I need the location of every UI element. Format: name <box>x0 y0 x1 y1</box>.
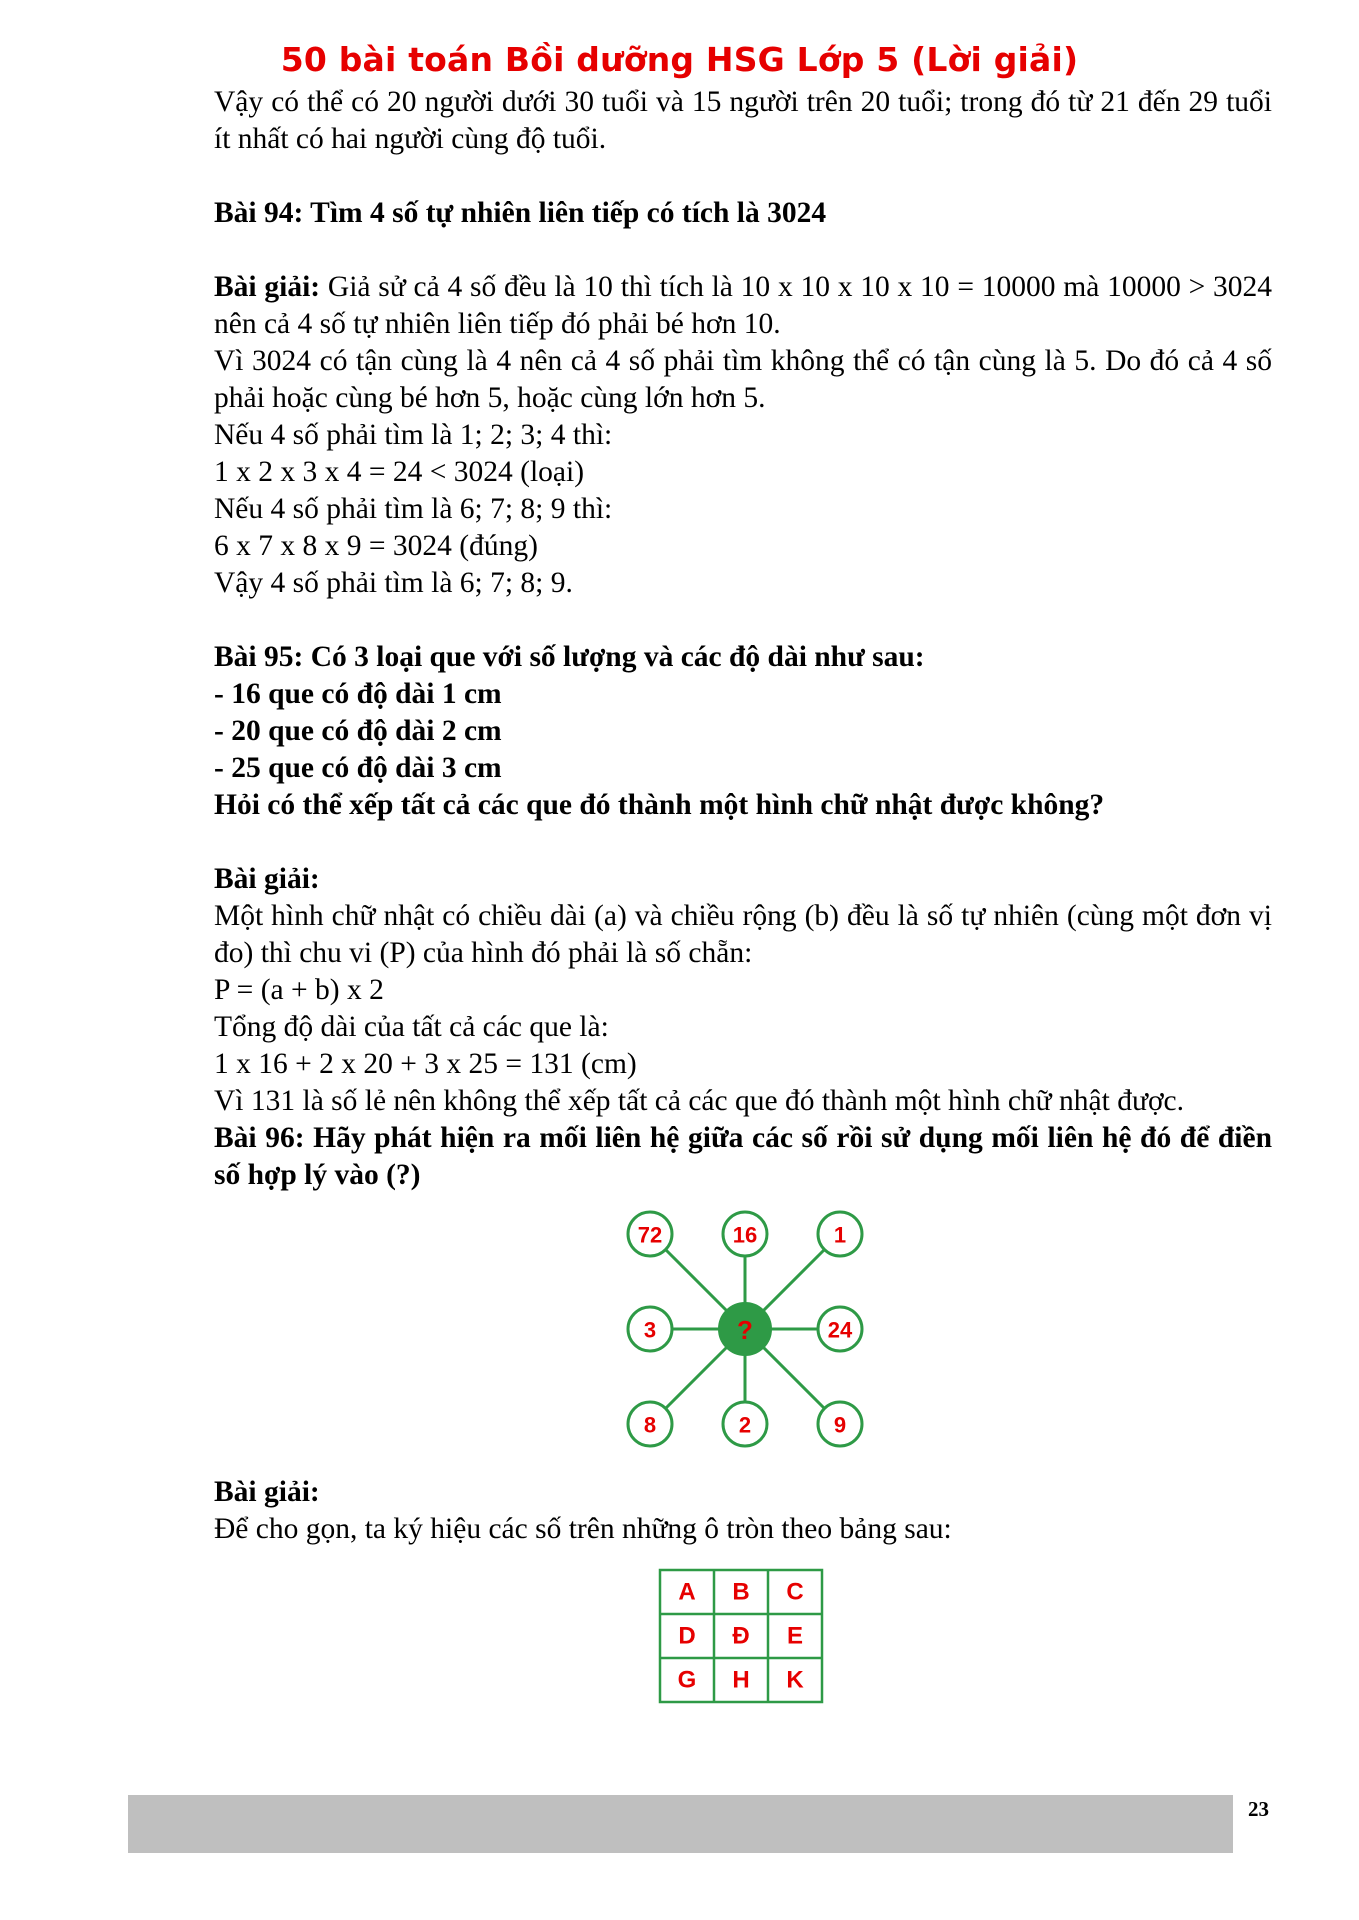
connector-line <box>760 1250 824 1314</box>
center-question-mark: ? <box>737 1315 753 1345</box>
solution-label: Bài giải: <box>214 271 321 303</box>
table-cell: Đ <box>732 1622 750 1650</box>
connector-line <box>666 1250 730 1314</box>
circle-diagram <box>624 1208 864 1448</box>
problem-95-condition: - 25 que có độ dài 3 cm <box>214 752 502 784</box>
problem-95-line: Vì 131 là số lẻ nên không thể xếp tất cả các que đó thành một hình chữ nhật được. <box>214 1085 1185 1117</box>
circle-number: 16 <box>732 1222 758 1248</box>
table-cell: E <box>786 1622 804 1650</box>
page-content <box>214 84 1272 1708</box>
letter-table <box>658 1568 828 1708</box>
problem-95-line: Tổng độ dài của tất cả các que là: <box>214 1011 609 1043</box>
table-cell: K <box>786 1666 804 1694</box>
document-header-title: 50 bài toán Bồi dưỡng HSG Lớp 5 (Lời giải) <box>280 40 1079 79</box>
problem-94-line: 1 x 2 x 3 x 4 = 24 < 3024 (loại) <box>214 456 585 488</box>
problem-95-solution-label: Bài giải: <box>214 863 320 895</box>
circle-number: 3 <box>643 1317 657 1343</box>
circle-number: 1 <box>833 1222 847 1248</box>
circle-number: 24 <box>827 1317 853 1343</box>
circle-number: 72 <box>637 1222 663 1248</box>
problem-94-solution-first <box>214 269 1272 343</box>
table-cell: H <box>732 1666 750 1694</box>
circle-number: 8 <box>643 1412 657 1438</box>
problem-95-line: P = (a + b) x 2 <box>214 974 384 1006</box>
problem-96-line: Để cho gọn, ta ký hiệu các số trên những ô tròn theo bảng sau: <box>214 1513 952 1545</box>
circle-number: 9 <box>833 1412 847 1438</box>
page-number: 23 <box>1248 1797 1269 1821</box>
problem-95-line: 1 x 16 + 2 x 20 + 3 x 25 = 131 (cm) <box>214 1048 637 1080</box>
intro-paragraph: Vậy có thể có 20 người dưới 30 tuổi và 15 người trên 20 tuổi; trong đó từ 21 đến 29 tuổi ít nhất có hai người cùng độ tuổi. <box>214 86 1272 155</box>
connector-line <box>760 1344 824 1408</box>
problem-94-line: Vậy 4 số phải tìm là 6; 7; 8; 9. <box>214 567 573 599</box>
problem-96-figure <box>214 1208 1272 1458</box>
problem-95-title: Bài 95: Có 3 loại que với số lượng và các độ dài như sau: <box>214 641 925 673</box>
problem-95-question: Hỏi có thể xếp tất cả các que đó thành một hình chữ nhật được không? <box>214 789 1105 821</box>
table-cell: G <box>677 1666 697 1694</box>
table-cell: A <box>678 1578 696 1606</box>
problem-95-condition: - 20 que có độ dài 2 cm <box>214 715 502 747</box>
problem-94-line: 6 x 7 x 8 x 9 = 3024 (đúng) <box>214 530 538 562</box>
problem-95-condition: - 16 que có độ dài 1 cm <box>214 678 502 710</box>
solution-text: Giả sử cả 4 số đều là 10 thì tích là 10 x 10 x 10 x 10 = 10000 mà 10000 > 3024 nên cả 4 số tự nhiên liên tiếp đó phải bé hơn 10. <box>214 271 1273 340</box>
table-cell: D <box>678 1622 696 1650</box>
table-cell: C <box>786 1578 804 1606</box>
connector-line <box>666 1344 730 1408</box>
problem-95-line: Một hình chữ nhật có chiều dài (a) và chiều rộng (b) đều là số tự nhiên (cùng một đơn vị đo) thì chu vi (P) của hình đó phải là số chẵn: <box>214 900 1272 969</box>
footer-bar <box>128 1795 1233 1853</box>
problem-94-line: Vì 3024 có tận cùng là 4 nên cả 4 số phải tìm không thể có tận cùng là 5. Do đó cả 4 số phải hoặc cùng bé hơn 5, hoặc cùng lớn hơn 5. <box>214 345 1272 414</box>
problem-94-line: Nếu 4 số phải tìm là 1; 2; 3; 4 thì: <box>214 419 613 451</box>
problem-94-title: Bài 94: Tìm 4 số tự nhiên liên tiếp có tích là 3024 <box>214 197 827 229</box>
problem-94-line: Nếu 4 số phải tìm là 6; 7; 8; 9 thì: <box>214 493 613 525</box>
letter-table-wrap <box>214 1568 1272 1708</box>
circle-number: 2 <box>738 1412 752 1438</box>
problem-96-title: Bài 96: Hãy phát hiện ra mối liên hệ giữa các số rồi sử dụng mối liên hệ đó để điền số hợp lý vào (?) <box>214 1122 1272 1191</box>
problem-96-solution-label: Bài giải: <box>214 1476 320 1508</box>
table-cell: B <box>732 1578 750 1606</box>
